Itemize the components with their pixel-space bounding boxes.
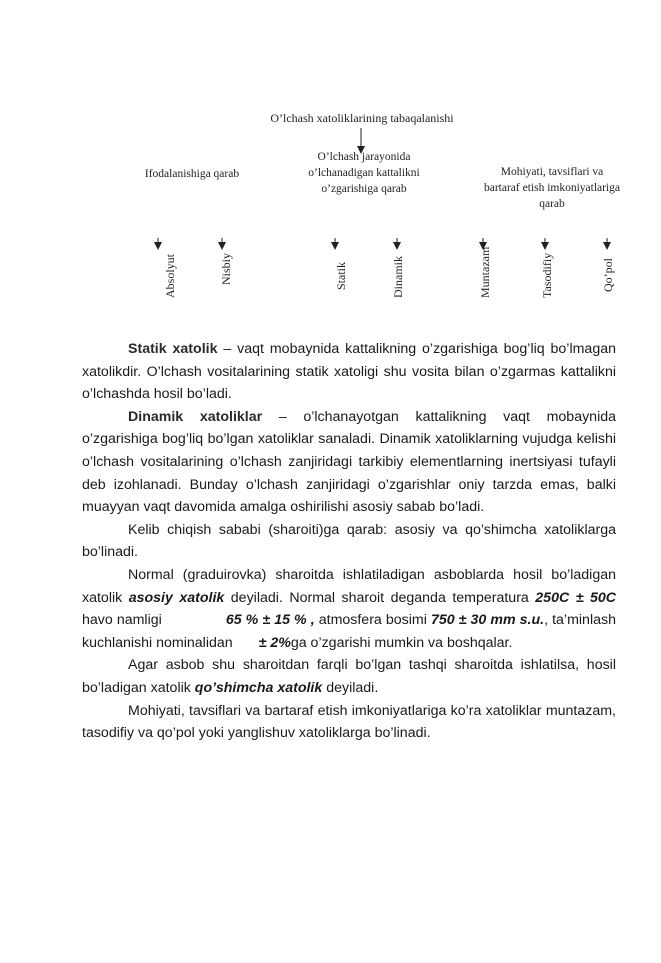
leaf-qopol: Qo’pol — [601, 258, 615, 292]
group-label-2-line-2: o’lchanadigan kattalikni — [308, 167, 420, 179]
paragraph-text: atmosfera bosimi — [314, 612, 431, 629]
diagram-title: O’lchash xatoliklarining tabaqalanishi — [270, 111, 454, 125]
leaf-statik: Statik — [334, 261, 348, 290]
leaf-nisbiy: Nisbiy — [219, 252, 233, 285]
leaf-dinamik: Dinamik — [391, 256, 405, 298]
paragraph-text: deyiladi. — [322, 679, 379, 696]
group-label-1: Ifodalanishiga qarab — [144, 168, 240, 180]
paragraph-qoshimcha — [82, 654, 616, 699]
value-namlik: 65 % ± 15 % , — [225, 612, 315, 629]
leaf-arrows — [158, 238, 607, 246]
classification-diagram — [0, 0, 661, 320]
group-label-2-line-1: O’lchash jarayonida — [317, 151, 411, 163]
paragraph-text: havo namligi — [82, 612, 166, 629]
value-temperatura: 250C ± 50C — [535, 589, 616, 606]
paragraph-text: ga o’zgarishi mumkin va boshqalar. — [290, 634, 513, 651]
group-label-2-line-3: o’zgarishiga qarab — [321, 183, 407, 195]
paragraph-dinamik — [82, 406, 616, 519]
term-statik-xatolik: Statik xatolik — [128, 341, 218, 357]
group-label-3-line-2: bartaraf etish imkoniyatlariga — [483, 182, 621, 194]
paragraph-text: – vaqt mobaynida kattalikning o’zgarishiga bog’liq bo’lmagan xatolikdir. O’lchash vositalarining statik xatoligi shu vosita bilan o’zgarmas kattalikni o’lchashda hosil bo’ladi. — [82, 341, 616, 403]
value-bosim: 750 ± 30 mm s.u. — [430, 612, 545, 629]
body-text — [82, 338, 616, 745]
paragraph-statik — [82, 338, 616, 406]
paragraph-text: deyiladi. Normal sharoit deganda temperatura — [224, 589, 536, 606]
leaf-muntazam: Muntazam — [478, 246, 492, 298]
paragraph-kelib-chiqish: Kelib chiqish sababi (sharoiti)ga qarab: asosiy va qo’shimcha xatoliklarga bo’linadi. — [82, 521, 616, 561]
term-qoshimcha-xatolik: qo’shimcha xatolik — [194, 679, 323, 696]
value-kuchlanish: ± 2% — [258, 634, 291, 651]
term-dinamik-xatoliklar: Dinamik xatoliklar — [128, 408, 263, 425]
group-label-3-line-1: Mohiyati, tavsiflari va — [500, 166, 604, 178]
term-asosiy-xatolik: asosiy xatolik — [128, 589, 225, 606]
paragraph-text: Agar asbob shu sharoitdan farqli bo’lgan tashqi sharoitda ishlatilsa, hosil bo’ladigan xatolik — [82, 657, 616, 696]
paragraph-normal-sharoit — [82, 564, 616, 654]
group-label-3-line-3: qarab — [539, 198, 565, 210]
paragraph-text: Normal (graduirovka) sharoitda ishlatiladigan asboblarda hosil bo’ladigan xatolik — [82, 566, 616, 606]
leaf-tasodifiy: Tasodifiy — [540, 252, 554, 298]
paragraph-text: – o’lchanayotgan kattalikning vaqt mobaynida o’zgarishiga bog’liq bo’lgan xatoliklar sanaladi. Dinamik xatoliklarning vujudga kelishi o’lchash vositalarining o’lchash zanjiridagi tarkibiy elementlarning inertsiyasi tufayli deb izohlanadi. Bunday o’lchash zanjiridagi o’zgarishlar oniy tarzda emas, balki muayyan vaqt davomida amalga oshirilishi asosiy sabab bo’ladi. — [82, 408, 616, 516]
paragraph-mohiyati: Mohiyati, tavsiflari va bartaraf etish imkoniyatlariga ko’ra xatoliklar muntazam, tasodifiy va qo’pol yoki yanglishuv xatoliklarga bo’linadi. — [82, 702, 616, 742]
paragraph-text: , ta’minlash kuchlanishi nominalidan — [82, 612, 616, 651]
leaf-absolyut: Absolyut — [163, 253, 177, 298]
